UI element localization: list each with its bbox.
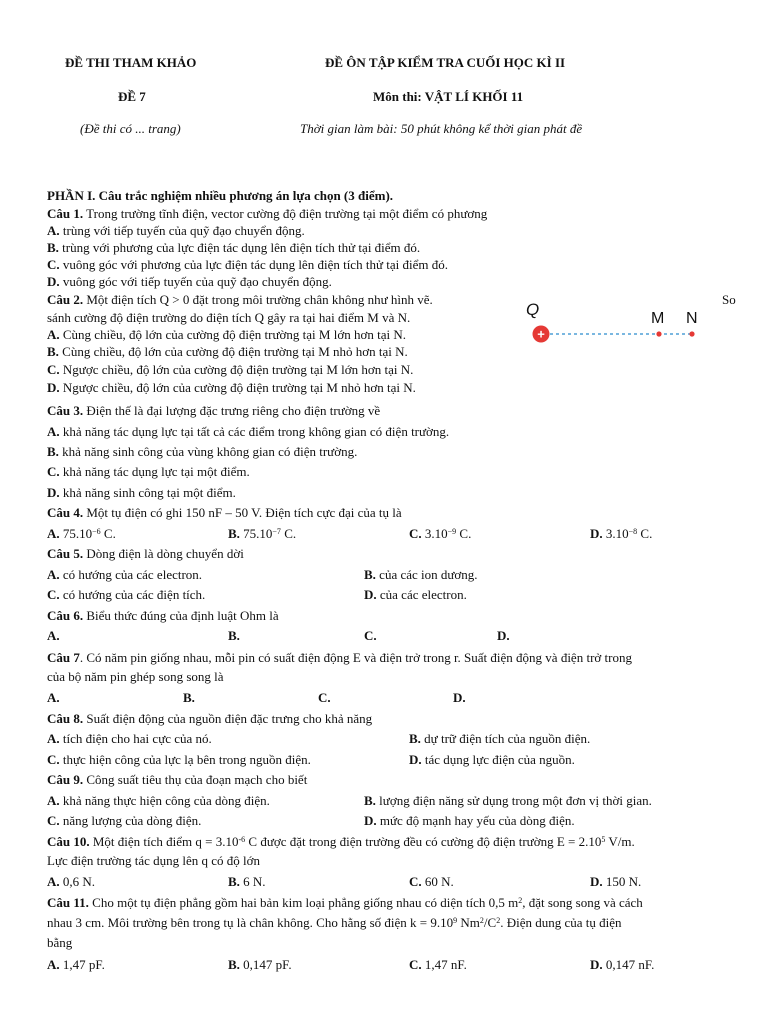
question-2-line2: sánh cường độ điện trường do điện tích Q gây ra tại hai điểm M và N. (47, 310, 411, 325)
q9-c: năng lượng của dòng điện. (62, 813, 202, 828)
q11-option-a (47, 957, 105, 973)
question-7-line2: của bộ năm pin ghép song song là (47, 669, 224, 684)
q7-option-d: D. (453, 690, 466, 705)
letters-d: D. (590, 957, 603, 972)
q8-option-c (47, 752, 311, 768)
letters-a: A. (47, 874, 60, 889)
q5-d: của các electron. (379, 587, 467, 602)
q5-text: Dòng điện là dòng chuyển dời (83, 546, 244, 561)
q10-d: 150 N. (605, 874, 642, 889)
q5-option-d (364, 587, 467, 603)
letters-a: A. (47, 223, 60, 238)
letters-c: C. (409, 874, 422, 889)
q3-a: khả năng tác dụng lực tại tất cả các điểm trong không gian có điện trường. (62, 424, 450, 439)
q4-a_unit: C. (100, 526, 116, 541)
q7-option-b: B. (183, 690, 195, 705)
q4-a: 75.10 (62, 526, 93, 541)
q1-option-c (47, 257, 448, 272)
q11-c: 1,47 nF. (424, 957, 467, 972)
q1-option-d (47, 274, 332, 289)
question-3 (47, 403, 380, 418)
q5-option-b (364, 567, 478, 583)
question-5 (47, 546, 244, 561)
question-10 (47, 834, 635, 849)
point-m-dot (656, 331, 661, 336)
letters-d: D. (409, 752, 422, 767)
point-n-dot (689, 331, 694, 336)
q3-option-c (47, 464, 250, 479)
q8-text: Suất điện động của nguồn điện đặc trưng cho khả năng (83, 711, 373, 726)
q7-text: . Có năm pin giống nhau, mỗi pin có suất điện động E và điện trở trong r. Suất điện động và điện trở trong (79, 650, 632, 665)
q10-text_c: V/m. (605, 834, 635, 849)
letters-a: A. (47, 424, 60, 439)
letters-c: C. (409, 526, 422, 541)
q10-option-d (590, 874, 641, 890)
q10-option-a (47, 874, 95, 890)
letters-a: A. (47, 327, 60, 342)
q2-c: Ngược chiều, độ lớn của cường độ điện trường tại M lớn hơn tại N. (62, 362, 414, 377)
header-left-title: ĐỀ THI THAM KHẢO (65, 55, 197, 70)
q4-c_unit: C. (456, 526, 472, 541)
q8-option-d (409, 752, 575, 768)
q2-text-end: So (722, 292, 736, 307)
q3-label: Câu 3. (47, 403, 84, 418)
q4-option-c (409, 526, 471, 542)
q2-b: Cùng chiều, độ lớn của cường độ điện trường tại M nhỏ hơn tại N. (62, 344, 408, 359)
q7-label: Câu 7 (47, 650, 80, 665)
figure-n-label: N (686, 310, 698, 327)
q6-option-a: A. (47, 628, 60, 643)
q10-option-c (409, 874, 454, 890)
q3-text: Điện thế là đại lượng đặc trưng riêng cho điện trường về (83, 403, 381, 418)
letters-d: D. (364, 587, 377, 602)
letters-c: C. (47, 464, 60, 479)
letters-c: C. (47, 362, 60, 377)
letters-d: D. (47, 380, 60, 395)
question-10-line2: Lực điện trường tác dụng lên q có độ lớn (47, 853, 261, 868)
q6-label: Câu 6. (47, 608, 84, 623)
q2-d: Ngược chiều, độ lớn của cường độ điện trường tại M nhỏ hơn tại N. (62, 380, 416, 395)
q10-text_a: Một điện tích điểm q = 3.10 (89, 834, 239, 849)
q1-c: vuông góc với phương của lực điện tác dụng lên điện tích thử tại điểm đó. (62, 257, 448, 272)
q10-exp2: 5 (601, 835, 606, 844)
q8-a: tích điện cho hai cực của nó. (62, 731, 212, 746)
q9-option-d (364, 813, 575, 829)
question-4 (47, 505, 402, 520)
q3-c: khả năng tác dụng lực tại một điểm. (62, 464, 250, 479)
q7-option-a: A. (47, 690, 60, 705)
q9-text: Công suất tiêu thụ của đoạn mạch cho biết (83, 772, 308, 787)
q1-option-a (47, 223, 305, 238)
letters-b: B. (47, 344, 59, 359)
letters-b: B. (228, 526, 240, 541)
question-9 (47, 772, 307, 787)
q11-d: 0,147 nF. (605, 957, 655, 972)
q11-option-b (228, 957, 292, 973)
q4-c: 3.10 (424, 526, 448, 541)
q7-option-c: C. (318, 690, 331, 705)
letters-d: D. (47, 485, 60, 500)
q9-a: khả năng thực hiện công của dòng điện. (62, 793, 270, 808)
q6-option-c: C. (364, 628, 377, 643)
q1-label: Câu 1. (47, 206, 84, 221)
q11-option-c (409, 957, 467, 973)
q10-exp1: -6 (238, 835, 246, 844)
question-1 (47, 206, 487, 221)
letters-d: D. (590, 526, 603, 541)
q5-c: có hướng của các điện tích. (62, 587, 206, 602)
question-11 (47, 895, 643, 910)
letters-b: B. (228, 957, 240, 972)
letters-d: D. (590, 874, 603, 889)
q4-d_unit: C. (637, 526, 653, 541)
figure-m-label: M (651, 310, 665, 327)
q8-option-a (47, 731, 212, 747)
q11-a: 1,47 pF. (62, 957, 105, 972)
q8-b: dự trữ điện tích của nguồn điện. (424, 731, 591, 746)
q4-text: Một tụ điện có ghi 150 nF – 50 V. Điện tích cực đại của tụ là (83, 505, 402, 520)
letters-b: B. (47, 240, 59, 255)
q11-text2_b: Nm (457, 915, 480, 930)
q4-a_exp: −6 (92, 527, 101, 536)
q4-option-b (228, 526, 296, 542)
letters-c: C. (47, 813, 60, 828)
q8-d: tác dụng lực điện của nguồn. (424, 752, 575, 767)
q8-label: Câu 8. (47, 711, 84, 726)
q4-b_unit: C. (280, 526, 297, 541)
question-11-line2 (47, 915, 622, 930)
q4-option-d (590, 526, 652, 542)
q4-label: Câu 4. (47, 505, 84, 520)
letters-a: A. (47, 567, 60, 582)
q5-option-c (47, 587, 205, 603)
letters-b: B. (364, 793, 376, 808)
q1-text: Trong trường tĩnh điện, vector cường độ điện trường tại một điểm có phương (83, 206, 488, 221)
q3-d: khả năng sinh công tại một điểm. (62, 485, 236, 500)
q4-b_exp: −7 (272, 527, 281, 536)
q2-label: Câu 2. (47, 292, 84, 307)
q1-a: trùng với tiếp tuyến của quỹ đạo chuyển động. (62, 223, 305, 238)
q4-d_exp: −8 (628, 527, 638, 536)
question-11-line3: bằng (47, 935, 73, 950)
q2-text: Một điện tích Q > 0 đặt trong môi trường chân không như hình vẽ. (83, 292, 433, 307)
q6-option-b: B. (228, 628, 240, 643)
q2-option-a (47, 327, 406, 342)
q9-label: Câu 9. (47, 772, 84, 787)
q10-option-b (228, 874, 266, 890)
q5-option-a (47, 567, 202, 583)
letters-c: C. (47, 752, 60, 767)
q10-b: 6 N. (243, 874, 266, 889)
q2-option-c (47, 362, 413, 377)
q9-option-b (364, 793, 652, 809)
letters-a: A. (47, 526, 60, 541)
question-6 (47, 608, 279, 623)
letters-a: A. (47, 731, 60, 746)
q3-option-b (47, 444, 357, 459)
q11-option-d (590, 957, 654, 973)
q3-option-d (47, 485, 236, 500)
q1-d: vuông góc với tiếp tuyến của quỹ đạo chuyển động. (62, 274, 332, 289)
q11-exp3: 2 (479, 916, 484, 925)
header-left-note: (Đề thi có ... trang) (80, 121, 181, 136)
q11-exp1: 2 (518, 896, 523, 905)
header-right-note: Thời gian làm bài: 50 phút không kể thời gian phát đề (300, 121, 583, 136)
q1-option-b (47, 240, 420, 255)
q11-text2_d: . Điện dung của tụ điện (500, 915, 622, 930)
q9-b: lượng điện năng sử dụng trong một đơn vị thời gian. (379, 793, 652, 808)
letters-d: D. (47, 274, 60, 289)
letters-b: B. (409, 731, 421, 746)
q4-b: 75.10 (243, 526, 273, 541)
q4-option-a (47, 526, 116, 542)
figure-q-label: Q (526, 300, 540, 319)
q11-b: 0,147 pF. (243, 957, 292, 972)
question-7 (47, 650, 632, 665)
q2-option-d (47, 380, 416, 395)
q11-text2_a: nhau 3 cm. Môi trường bên trong tụ là chân không. Cho hằng số điện k = 9.10 (47, 915, 454, 930)
letters-c: C. (409, 957, 422, 972)
q3-b: khả năng sinh công của vùng không gian có điện trường. (62, 444, 358, 459)
q10-a: 0,6 N. (62, 874, 96, 889)
header-right-sub: Môn thi: VẬT LÍ KHỐI 11 (373, 89, 524, 104)
q10-text_b: C được đặt trong điện trường đều có cường độ điện trường E = 2.10 (245, 834, 602, 849)
q9-option-c (47, 813, 201, 829)
q9-d: mức độ mạnh hay yếu của dòng điện. (379, 813, 575, 828)
q1-b: trùng với phương của lực điện tác dụng lên điện tích thử tại điểm đó. (62, 240, 421, 255)
q5-b: của các ion dương. (379, 567, 478, 582)
q11-label: Câu 11. (47, 895, 89, 910)
letters-d: D. (364, 813, 377, 828)
q4-c_exp: −9 (447, 527, 457, 536)
q11-text_a: Cho một tụ điện phẳng gồm hai bản kim loại phẳng giống nhau có diện tích 0,5 m (88, 895, 519, 910)
letters-a: A. (47, 793, 60, 808)
charge-figure (520, 296, 720, 346)
letters-b: B. (364, 567, 376, 582)
letters-b: B. (228, 874, 240, 889)
letters-c: C. (47, 257, 60, 272)
q11-text2_c: /C (483, 915, 497, 930)
question-8 (47, 711, 372, 726)
letters-b: B. (47, 444, 59, 459)
header-left-sub: ĐỀ 7 (118, 89, 146, 104)
q4-d: 3.10 (605, 526, 629, 541)
q6-option-d: D. (497, 628, 510, 643)
q8-c: thực hiện công của lực lạ bên trong nguồn điện. (62, 752, 311, 767)
section-title: PHẦN I. Câu trắc nghiệm nhiều phương án lựa chọn (3 điểm). (47, 188, 394, 203)
letters-a: A. (47, 957, 60, 972)
q9-option-a (47, 793, 270, 809)
q2-a: Cùng chiều, độ lớn của cường độ điện trường tại M lớn hơn tại N. (62, 327, 406, 342)
question-2 (47, 292, 433, 307)
header-right-title: ĐỀ ÔN TẬP KIỂM TRA CUỐI HỌC KÌ II (325, 55, 566, 70)
q5-label: Câu 5. (47, 546, 84, 561)
q2-option-b (47, 344, 408, 359)
q8-option-b (409, 731, 590, 747)
q5-a: có hướng của các electron. (62, 567, 203, 582)
q10-c: 60 N. (424, 874, 454, 889)
q11-exp2: 9 (453, 916, 458, 925)
q11-exp4: 2 (496, 916, 501, 925)
q6-text: Biểu thức đúng của định luật Ohm là (83, 608, 279, 623)
q11-text_b: , đặt song song và cách (522, 895, 643, 910)
plus-sign: + (537, 326, 545, 342)
letters-c: C. (47, 587, 60, 602)
q3-option-a (47, 424, 449, 439)
q10-label: Câu 10. (47, 834, 90, 849)
